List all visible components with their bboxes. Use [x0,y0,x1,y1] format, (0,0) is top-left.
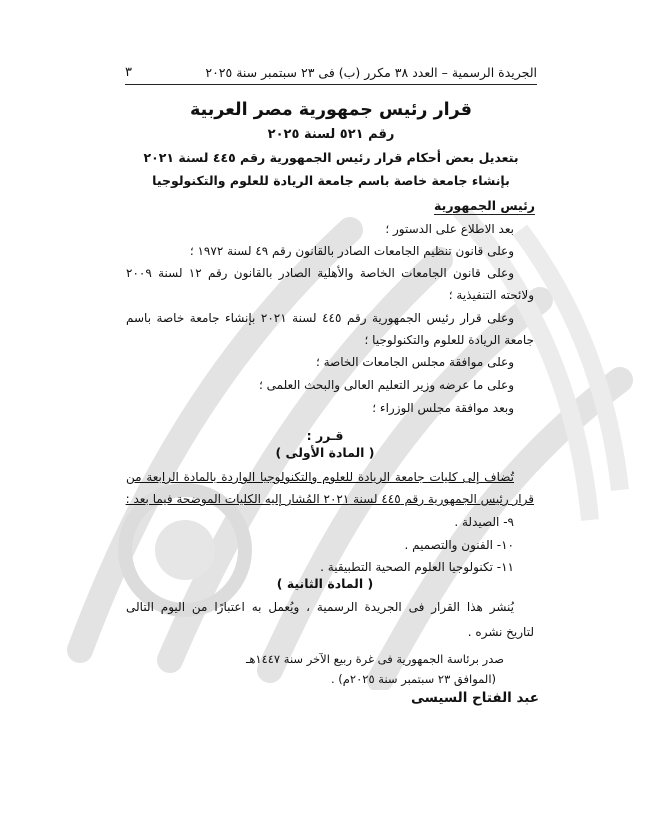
preamble-line: وعلى قانون تنظيم الجامعات الصادر بالقانون رقم ٤٩ لسنة ١٩٧٢ ؛ [189,244,514,258]
page-number: ٣ [125,65,132,80]
issued-line: صدر برئاسة الجمهورية فى غرة ربيع الآخر سنة ١٤٤٧هـ [245,652,504,666]
running-header [125,62,537,85]
issued-date-line: (الموافق ٢٣ سبتمبر سنة ٢٠٢٥م) . [331,672,496,686]
decree-subject-line-2: بإنشاء جامعة خاصة باسم جامعة الريادة للعلوم والتكنولوجيا [152,173,510,188]
preamble-line: وعلى قانون الجامعات الخاصة والأهلية الصادر بالقانون رقم ١٢ لسنة ٢٠٠٩ [126,266,514,280]
article-2-line: لتاريخ نشره . [467,625,534,639]
college-item: ١٠- الفنون والتصميم . [404,538,514,552]
preamble-line: وبعد موافقة مجلس الوزراء ؛ [372,401,514,415]
college-item: ١١- تكنولوجيا العلوم الصحية التطبيقية . [320,560,514,574]
article-1-line: قرار رئيس الجمهورية رقم ٤٤٥ لسنة ٢٠٢١ المُشار إليه الكليات الموضحة فيما بعد : [125,492,534,506]
preamble-line: بعد الاطلاع على الدستور ؛ [385,222,514,236]
president-label: رئيس الجمهورية [434,198,535,213]
signatory-name: عبد الفتاح السيسى [411,690,539,706]
article-1-line: تُضاف إلى كليات جامعة الريادة للعلوم والتكنولوجيا الواردة بالمادة الرابعة من [126,470,514,484]
preamble-line: جامعة الريادة للعلوم والتكنولوجيا ؛ [364,333,534,347]
decree-number: رقم ٥٢١ لسنة ٢٠٢٥ [267,127,395,142]
college-item: ٩- الصيدلة . [454,515,514,529]
decreed-label: قـرر : [306,428,344,443]
preamble-line: وعلى موافقة مجلس الجامعات الخاصة ؛ [315,355,514,369]
article-1-heading: ( المادة الأولى ) [275,445,375,460]
preamble-line: وعلى ما عرضه وزير التعليم العالى والبحث العلمى ؛ [259,378,514,392]
decree-title: قرار رئيس جمهورية مصر العربية [189,100,473,120]
decree-subject-line-1: بتعديل بعض أحكام قرار رئيس الجمهورية رقم ٤٤٥ لسنة ٢٠٢١ [143,150,519,165]
preamble-line: وعلى قرار رئيس الجمهورية رقم ٤٤٥ لسنة ٢٠٢١ بإنشاء جامعة خاصة باسم [126,311,514,325]
article-2-heading: ( المادة الثانية ) [276,576,374,591]
running-header-title: الجريدة الرسمية – العدد ٣٨ مكرر (ب) فى ٢٣ سبتمبر سنة ٢٠٢٥ [205,65,537,80]
preamble-line: ولائحته التنفيذية ؛ [448,288,534,302]
article-2-line: يُنشر هذا القرار فى الجريدة الرسمية ، ويُعمل به اعتبارًا من اليوم التالى [126,600,514,614]
